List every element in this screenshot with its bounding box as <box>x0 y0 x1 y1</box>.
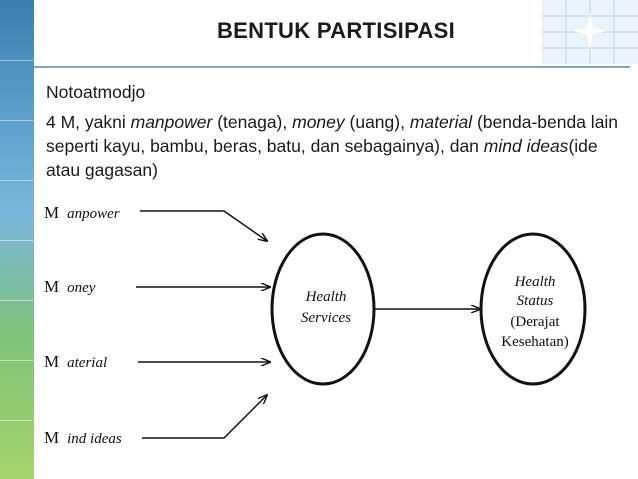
diagram-svg <box>34 196 638 479</box>
title-bar <box>34 0 638 62</box>
source-author: Notoatmodjo <box>46 82 146 102</box>
input-rest-money: oney <box>67 280 96 296</box>
input-label-money <box>44 277 96 296</box>
title-divider <box>34 66 630 68</box>
para-text-1: 4 M, yakni <box>46 112 131 132</box>
para-text-3: (uang), <box>344 112 410 132</box>
input-label-material <box>44 352 107 371</box>
input-label-mind-ideas <box>44 428 122 447</box>
input-initial-money: M <box>44 277 60 296</box>
health-status-line1: Health <box>514 274 556 290</box>
left-decorative-strip <box>0 0 34 479</box>
health-status-line4: Kesehatan) <box>501 334 569 350</box>
health-services-line2: Services <box>301 310 351 326</box>
para-text-2: (tenaga), <box>212 112 293 132</box>
para-italic-manpower: manpower <box>130 112 213 132</box>
health-services-node <box>272 234 374 384</box>
description-paragraph <box>46 110 626 182</box>
input-label-manpower <box>44 203 120 222</box>
input-initial-material: M <box>44 352 60 371</box>
health-services-line1: Health <box>305 289 347 305</box>
slide-title: BENTUK PARTISIPASI <box>216 18 456 43</box>
health-status-line3: (Derajat <box>510 314 560 330</box>
health-status-node <box>481 234 585 384</box>
para-text-4: (benda-benda lain seperti kayu, bambu, beras, batu, dan sebagainya), dan <box>46 112 619 156</box>
content-area <box>46 80 626 182</box>
para-italic-mind-ideas: mind ideas <box>483 136 569 156</box>
health-status-line2: Status <box>516 293 554 309</box>
para-text-5: (ide atau gagasan) <box>46 136 598 180</box>
input-initial-mind-ideas: M <box>44 428 60 447</box>
arrow-mind-ideas <box>142 395 267 438</box>
input-initial-manpower: M <box>44 203 60 222</box>
four-m-diagram <box>34 196 638 479</box>
input-rest-manpower: anpower <box>67 206 120 222</box>
arrow-manpower <box>140 211 267 241</box>
para-italic-money: money <box>292 112 345 132</box>
para-italic-material: material <box>409 112 473 132</box>
input-rest-mind-ideas: ind ideas <box>67 431 122 447</box>
input-rest-material: aterial <box>67 355 108 371</box>
